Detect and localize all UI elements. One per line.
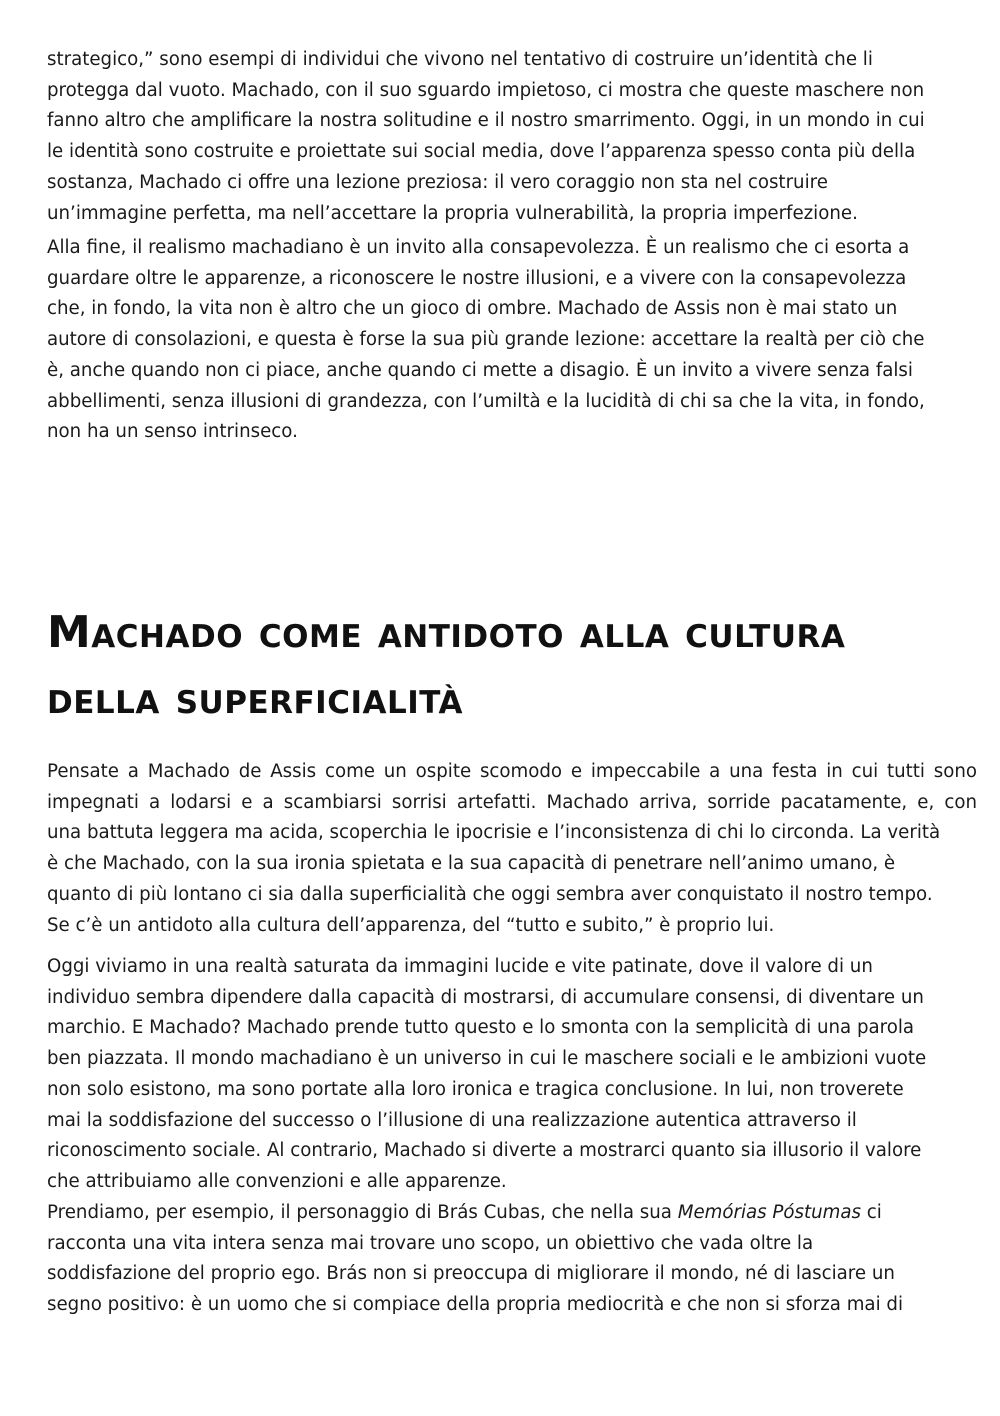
paragraph-polished-lives <box>47 952 926 1198</box>
text-line: mai la soddisfazione del successo o l’illusione di una realizzazione autentica attraverso il <box>47 1109 857 1131</box>
text-line: Se c’è un antidoto alla cultura dell’apparenza, del “tutto e subito,” è proprio lui. <box>47 914 775 936</box>
text-line: ben piazzata. Il mondo machadiano è un universo in cui le maschere sociali e le ambizioni vuote <box>47 1048 927 1070</box>
text-line: le identità sono costruite e proiettate sui social media, dove l’apparenza spesso conta più della <box>47 141 916 163</box>
text-line: racconta una vita intera senza mai trovare uno scopo, un obiettivo che vada oltre la <box>47 1232 814 1254</box>
text-line: Oggi viviamo in una realtà saturata da immagini lucide e vite patinate, dove il valore di un <box>47 956 873 977</box>
heading-line: Machado come antidoto alla cultura <box>47 607 846 658</box>
paragraph-uncomfortable-guest <box>47 757 977 941</box>
text-line: autore di consolazioni, e questa è forse la sua più grande lezione: accettare la realtà per ciò che <box>47 329 925 351</box>
text-line: una battuta leggera ma acida, scoperchia le ipocrisie e l’inconsistenza di chi lo circonda. La verità <box>47 822 941 844</box>
text-line: quanto di più lontano ci sia dalla superficialità che oggi sembra aver conquistato il nostro tempo. <box>47 883 933 905</box>
text-line: che attribuiamo alle convenzioni e alle apparenze. <box>47 1170 507 1192</box>
text-line: soddisfazione del proprio ego. Brás non si preoccupa di migliorare il mondo, né di lasciare un <box>47 1263 895 1285</box>
text-line: non solo esistono, ma sono portate alla loro ironica e tragica conclusione. In lui, non troverete <box>47 1078 904 1100</box>
paragraph-realism-awareness <box>47 233 925 448</box>
text-line: impegnati a lodarsi e a scambiarsi sorrisi artefatti. Machado arriva, sorride pacatamente, e, con <box>47 791 977 813</box>
text-fragment: ci <box>860 1202 882 1223</box>
text-line: marchio. E Machado? Machado prende tutto questo e lo smonta con la semplicità di una parola <box>47 1017 915 1039</box>
paragraph-bras-cubas <box>47 1198 903 1321</box>
text-line: riconoscimento sociale. Al contrario, Machado si diverte a mostrarci quanto sia illusorio il valore <box>47 1140 922 1162</box>
text-line: guardare oltre le apparenze, a riconoscere le nostre illusioni, e a vivere con la consapevolezza <box>47 267 907 289</box>
text-line: sostanza, Machado ci offre una lezione preziosa: il vero coraggio non sta nel costruire <box>47 171 828 193</box>
text-line: individuo sembra dipendere dalla capacità di mostrarsi, di accumulare consensi, di diventare un <box>47 986 924 1008</box>
text-line: strategico,” sono esempi di individui che vivono nel tentativo di costruire un’identità che li <box>47 49 873 70</box>
text-line: è che Machado, con la sua ironia spietata e la sua capacità di penetrare nell’animo umano, è <box>47 853 896 875</box>
heading-line: della superficialità <box>47 673 463 724</box>
book-title: Memórias Póstumas <box>677 1202 861 1223</box>
text-line: un’immagine perfetta, ma nell’accettare la propria vulnerabilità, la propria imperfezione. <box>47 202 858 224</box>
text-line: Pensate a Machado de Assis come un ospite scomodo e impeccabile a una festa in cui tutti sono <box>47 761 977 782</box>
text-line <box>47 1198 903 1229</box>
text-line: fanno altro che amplificare la nostra solitudine e il nostro smarrimento. Oggi, in un mondo in cui <box>47 110 925 132</box>
text-fragment: Prendiamo, per esempio, il personaggio di Brás Cubas, che nella sua <box>47 1202 678 1223</box>
text-line: che, in fondo, la vita non è altro che un gioco di ombre. Machado de Assis non è mai stato un <box>47 298 898 320</box>
text-line: segno positivo: è un uomo che si compiace della propria mediocrità e che non si sforza mai di <box>47 1294 904 1316</box>
text-line: protegga dal vuoto. Machado, con il suo sguardo impietoso, ci mostra che queste maschere non <box>47 79 925 101</box>
section-heading <box>47 600 845 732</box>
text-line: abbellimenti, senza illusioni di grandezza, con l’umiltà e la lucidità di chi sa che la vita, in fondo, <box>47 390 925 412</box>
text-line: Alla fine, il realismo machadiano è un invito alla consapevolezza. È un realismo che ci esorta a <box>47 237 910 258</box>
text-line: non ha un senso intrinseco. <box>47 421 298 443</box>
paragraph-masks-identity <box>47 45 925 229</box>
text-line: è, anche quando non ci piace, anche quando ci mette a disagio. È un invito a vivere senza falsi <box>47 359 913 381</box>
